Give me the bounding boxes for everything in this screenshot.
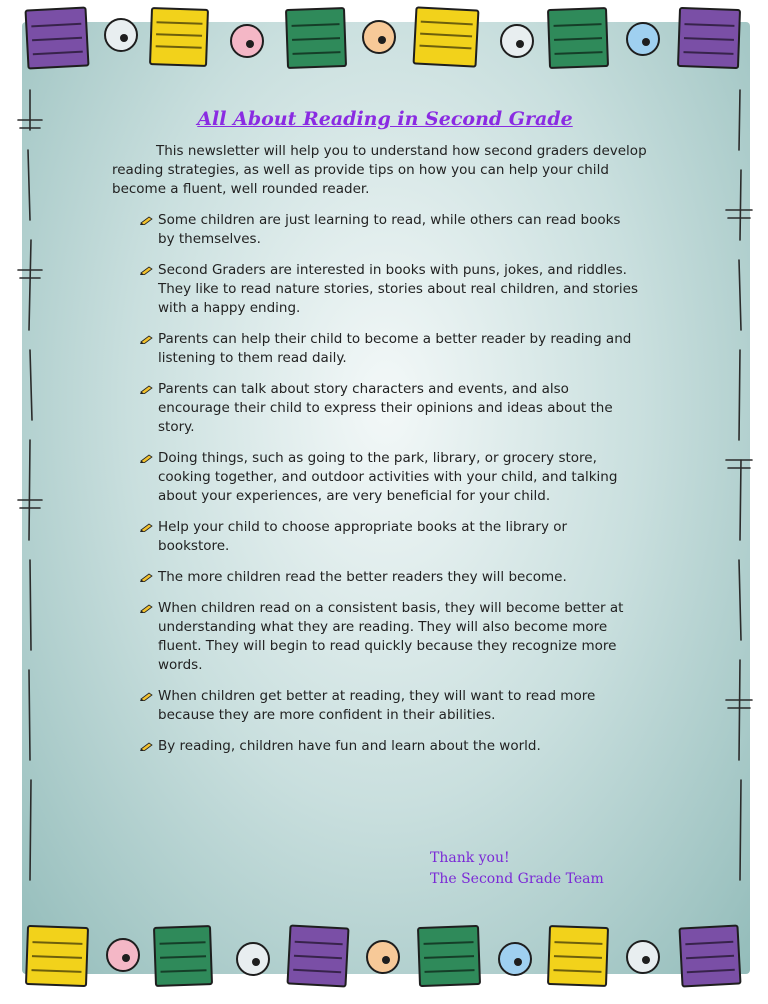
fabric-swatch-icon — [677, 7, 741, 69]
fabric-swatch-icon — [286, 924, 349, 987]
list-item — [140, 380, 640, 437]
button-icon — [366, 940, 400, 974]
signoff — [430, 848, 604, 890]
list-item-text: Help your child to choose appropriate books at the library or bookstore. — [158, 519, 568, 554]
pencil-icon — [140, 691, 153, 701]
list-item — [140, 261, 640, 318]
list-item-text: Parents can help their child to become a better reader by reading and listening to them read daily. — [158, 331, 632, 366]
newsletter-title: All About Reading in Second Grade — [197, 108, 573, 130]
list-item — [140, 687, 640, 725]
signoff-thanks: Thank you! — [430, 850, 510, 866]
button-icon — [362, 20, 396, 54]
fabric-swatch-icon — [153, 925, 213, 987]
fabric-swatch-icon — [547, 7, 609, 69]
list-item-text: Some children are just learning to read, while others can read books by themselves. — [158, 212, 621, 247]
pencil-icon — [140, 215, 153, 225]
top-decoration-row — [0, 0, 768, 90]
fabric-swatch-icon — [285, 7, 347, 69]
fabric-swatch-icon — [417, 925, 481, 987]
list-item — [140, 211, 640, 249]
bottom-decoration-row — [0, 914, 768, 1004]
list-item — [140, 518, 640, 556]
list-item-text: Parents can talk about story characters and events, and also encourage their child to express their opinions and ideas about the story. — [158, 381, 613, 435]
signoff-team: The Second Grade Team — [430, 871, 604, 887]
pencil-icon — [140, 741, 153, 751]
fabric-swatch-icon — [149, 7, 209, 67]
list-item — [140, 568, 640, 587]
list-item-text: Doing things, such as going to the park, library, or grocery store, cooking together, and outdoor activities with your child, and talking about your experiences, are very beneficial for your child. — [158, 450, 618, 504]
intro-paragraph: This newsletter will help you to understand how second graders develop reading strategies, as well as provide tips on how you can help your child become a fluent, well rounded reader. — [112, 143, 647, 197]
fabric-swatch-icon — [25, 925, 89, 987]
list-item-text: By reading, children have fun and learn about the world. — [158, 738, 541, 754]
pencil-icon — [140, 334, 153, 344]
list-item — [140, 449, 640, 506]
list-item-text: Second Graders are interested in books with puns, jokes, and riddles. They like to read nature stories, stories about real children, and stories with a happy ending. — [158, 262, 638, 316]
fabric-swatch-icon — [413, 6, 480, 67]
list-item-text: The more children read the better readers they will become. — [158, 569, 567, 585]
list-item — [140, 737, 640, 756]
fabric-swatch-icon — [24, 6, 89, 69]
tips-list — [140, 211, 640, 756]
button-icon — [236, 942, 270, 976]
button-icon — [626, 22, 660, 56]
button-icon — [500, 24, 534, 58]
fabric-swatch-icon — [547, 925, 609, 987]
newsletter-content — [112, 108, 658, 768]
pencil-icon — [140, 265, 153, 275]
pencil-icon — [140, 453, 153, 463]
fabric-swatch-icon — [678, 924, 741, 987]
button-icon — [498, 942, 532, 976]
list-item-text: When children get better at reading, they will want to read more because they are more confident in their abilities. — [158, 688, 596, 723]
list-item — [140, 599, 640, 675]
pencil-icon — [140, 384, 153, 394]
list-item — [140, 330, 640, 368]
button-icon — [230, 24, 264, 58]
list-item-text: When children read on a consistent basis, they will become better at understanding what they are reading. They will also become more fluent. They will begin to read quickly because they recognize more words. — [158, 600, 624, 673]
pencil-icon — [140, 522, 153, 532]
pencil-icon — [140, 572, 153, 582]
pencil-icon — [140, 603, 153, 613]
button-icon — [626, 940, 660, 974]
button-icon — [104, 18, 138, 52]
button-icon — [106, 938, 140, 972]
